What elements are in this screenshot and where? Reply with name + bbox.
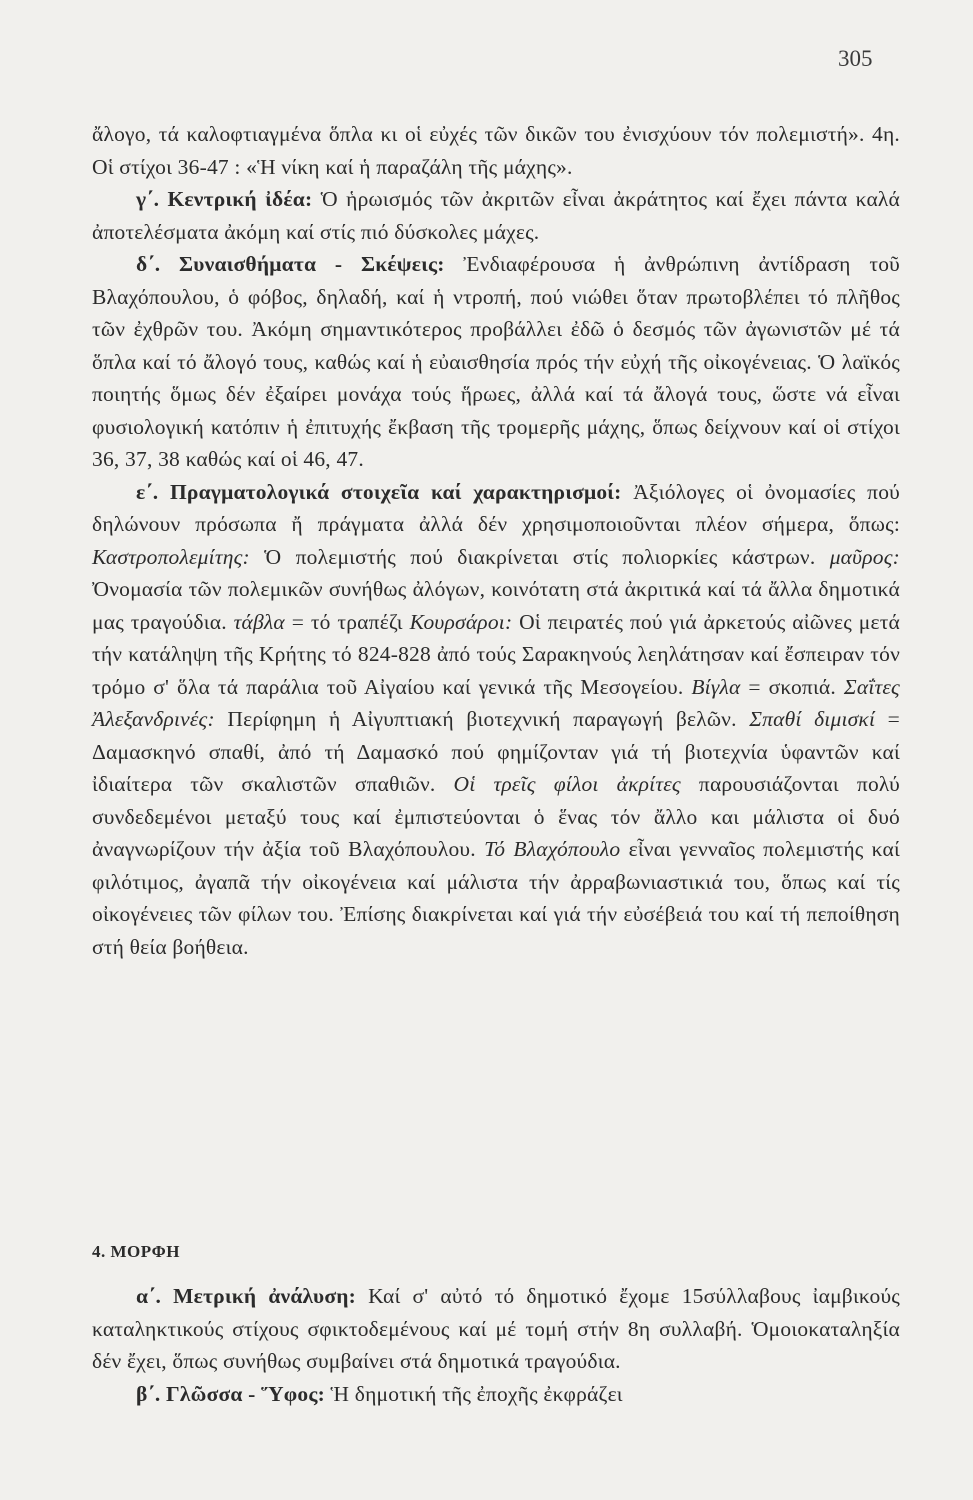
section-heading: 4. ΜΟΡΦΗ bbox=[92, 1242, 180, 1261]
body-text bbox=[92, 118, 900, 963]
word-vigla: Βίγλα bbox=[691, 674, 741, 699]
paragraph-gamma bbox=[92, 183, 900, 248]
epsilon-text-10: εἶναι γενναῖος πολεμιστής καί φιλότιμος, ἀγαπᾶ τήν οἰκογένεια καί μάλιστα τήν ἀρραβωνιαστικιά του, ὅπως καί τίς οἰκογένειες τῶν φίλων του. Ἐπίσης διακρίνεται καί γιά τήν εὐσέβειά του καί τή πεποίθηση στή θεία βοήθεια. bbox=[92, 837, 900, 959]
word-saites: Σαΐτες Ἀλεξανδρινές: bbox=[92, 674, 900, 731]
paragraph-beta bbox=[92, 1378, 900, 1411]
word-spathi: Σπαθί διμισκί bbox=[749, 707, 876, 731]
paragraph-epsilon bbox=[92, 476, 900, 964]
epsilon-text-6: = σκοπιά. bbox=[740, 674, 844, 699]
epsilon-text-7: Περίφημη ἡ Αἰγυπτιακή βιοτεχνική παραγωγή βελῶν. bbox=[214, 707, 750, 731]
beta-text: Ἡ δημοτική τῆς ἐποχῆς ἐκφράζει bbox=[324, 1381, 623, 1406]
page-number: 305 bbox=[838, 46, 873, 71]
word-koursaroi: Κουρσάροι: bbox=[409, 609, 513, 634]
word-vlachopoulo: Τό Βλαχόπουλο bbox=[484, 837, 621, 861]
epsilon-text-5: Οἱ πειρατές πού γιά ἀρκετούς αἰῶνες μετά τήν κατάληψη τῆς Κρήτης τό 824-828 ἀπό τούς Σαρακηνούς λεηλάτησαν καί ἔσπειραν τόν τρόμο σ' ὅλα τά παράλια τοῦ Αἰγαίου καί γενικά τῆς Μεσογείου. bbox=[92, 609, 901, 699]
word-tavla: τάβλα bbox=[233, 609, 285, 634]
gamma-text: Ὁ ἡρωισμός τῶν ἀκριτῶν εἶναι ἀκράτητος καί ἔχει πάντα καλά ἀποτελέσματα ἀκόμη καί στίς πιό δύσκολες μάχες. bbox=[92, 187, 900, 244]
word-kastropolemitis: Καστροπολεμίτης: bbox=[92, 544, 250, 569]
epsilon-text-8: = Δαμασκηνό σπαθί, ἀπό τή Δαμασκό πού φημίζονταν γιά τή βιοτεχνία ὑφαντῶν καί ἰδιαίτερα τῶν σκαλιστῶν σπαθιῶν. bbox=[92, 707, 900, 796]
epsilon-text-9: παρουσιάζονται πολύ συνδεδεμένοι μεταξύ τους καί ἐμπιστεύονται ὁ ἕνας τόν ἄλλο και μάλιστα οἱ δυό ἀναγνωρίζουν τήν ἀξία τοῦ Βλαχόπουλου. bbox=[92, 772, 900, 861]
paragraph-alpha bbox=[92, 1280, 900, 1378]
epsilon-text-3: Ὀνομασία τῶν πολεμικῶν συνήθως ἀλόγων, κοινότατη στά ἀκριτικά καί τά ἄλλα δημοτικά μας τραγούδια. bbox=[92, 577, 900, 634]
gamma-term: γ΄. Κεντρική ἰδέα: bbox=[136, 187, 313, 211]
epsilon-text-4: = τό τραπέζι bbox=[284, 609, 410, 634]
epsilon-text-1: Ἀξιόλογες οἱ ὀνομασίες πού δηλώνουν πρόσωπα ἤ πράγματα ἀλλά δέν χρησιμοποιοῦνται πλέον σήμερα, ὅπως: bbox=[92, 479, 900, 536]
delta-text: Ἐνδιαφέρουσα ἡ ἀνθρώπινη ἀντίδραση τοῦ Βλαχόπουλου, ὁ φόβος, δηλαδή, καί ἡ ντροπή, πού νιώθει ὅταν πρωτοβλέπει τό πλῆθος τῶν ἐχθρῶν του. Ἀκόμη σημαντικότερος προβάλλει ἐδῶ ὁ δεσμός τῶν ἀγωνιστῶν μέ τά ὅπλα καί τό ἄλογό τους, καθώς καί ἡ εὐαισθησία πρός τήν εὐχή τῆς οἰκογένειας. Ὁ λαϊκός ποιητής ὅμως δέν ἐξαίρει μονάχα τούς ἥρωες, ἀλλά καί τά ἄλογά τους, ὥστε νά εἶναι φυσιολογική κατόπιν ἡ ἐπιτυχής ἔκβαση τῆς τρομερῆς μάχης, ὅπως δείχνουν καί οἱ στίχοι 36, 37, 38 καθώς καί οἱ 46, 47. bbox=[92, 252, 900, 471]
epsilon-term: ε΄. Πραγματολογικά στοιχεῖα καί χαρακτηρισμοί: bbox=[136, 479, 622, 504]
alpha-term: α΄. Μετρική ἀνάλυση: bbox=[136, 1284, 357, 1308]
delta-term: δ΄. Συναισθήματα - Σκέψεις: bbox=[136, 252, 445, 276]
word-treis-filoi: Οἱ τρεῖς φίλοι ἀκρίτες bbox=[453, 772, 681, 796]
alpha-text: Καί σ' αὐτό τό δημοτικό ἔχομε 15σύλλαβους ἰαμβικούς καταληκτικούς στίχους σφικτοδεμένους καί μέ τομή στήν 8η συλλαβή. Ὁμοιοκαταληξία δέν ἔχει, ὅπως συνήθως συμβαίνει στά δημοτικά τραγούδια. bbox=[92, 1284, 901, 1373]
intro-text: ἄλογο, τά καλοφτιαγμένα ὅπλα κι οἱ εὐχές τῶν δικῶν του ἐνισχύουν τόν πολεμιστή». 4η. Οἱ στίχοι 36-47 : «Ἡ νίκη καί ἡ παραζάλη τῆς μάχης». bbox=[92, 122, 900, 179]
intro-paragraph bbox=[92, 118, 900, 183]
paragraph-delta bbox=[92, 248, 900, 476]
word-mavros: μαῦρος: bbox=[829, 544, 900, 569]
section-4-text bbox=[92, 1280, 900, 1410]
beta-term: β΄. Γλῶσσα - Ὕφος: bbox=[136, 1381, 325, 1406]
epsilon-text-2: Ὁ πολεμιστής πού διακρίνεται στίς πολιορκίες κάστρων. bbox=[249, 544, 830, 569]
